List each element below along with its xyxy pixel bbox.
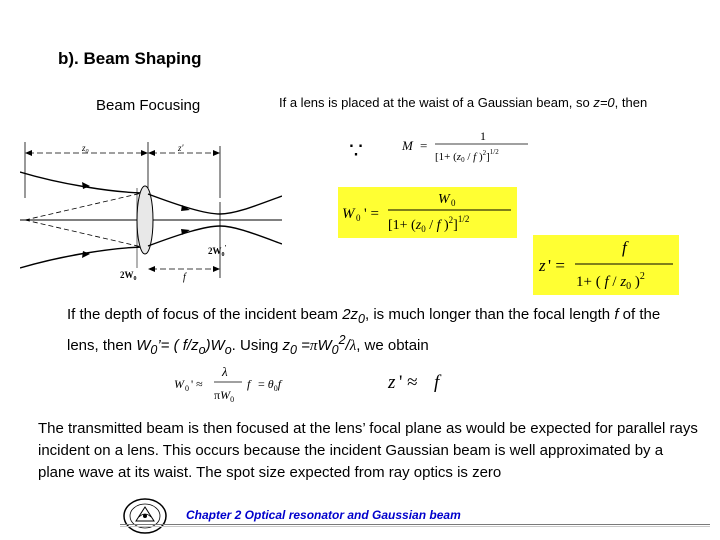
incident-beam-top (20, 172, 142, 193)
zprime-label: z' (178, 143, 184, 153)
equation-w0prime (338, 187, 517, 238)
w0prime-label: $2W_0'$ (208, 244, 227, 258)
z0-arrow-right (141, 150, 148, 156)
transmitted-beam-top (148, 194, 282, 214)
equation-w0prime-box (338, 187, 517, 238)
transmitted-beam-paragraph: The transmitted beam is then focused at the lens’ focal plane as would be expected for parallel rays incident on a lens. This occurs because the incident Gaussian beam is well approximated by a plane wave at its waist. The spot size expected from ray optics is zero (38, 420, 698, 481)
svg-text:πW0: $\pi W_0$ (214, 388, 235, 404)
z0-label: $z_0$ (82, 143, 89, 155)
equation-w0prime-approx (170, 362, 335, 410)
asymptote-top (25, 193, 142, 220)
svg-text:f: f (622, 238, 627, 257)
svg-text:= θ0f: = $\theta_0f$ (258, 377, 282, 393)
intro-lead: If a lens is placed at the waist of a Gaussian beam, so (279, 95, 594, 110)
intro-text (279, 94, 709, 111)
section-title: b). Beam Shaping (58, 49, 202, 68)
incident-beam-bottom (20, 247, 142, 268)
svg-text:[1+ (z0 / f )2]1/2: [1+ (z0 / f )$^2$]$^{1/2}$ (435, 148, 499, 164)
svg-text:0: 0 (451, 198, 456, 208)
svg-text:f: f (434, 372, 440, 393)
intro-tail: , then (614, 95, 648, 110)
svg-text:1: 1 (480, 129, 486, 143)
equation-zprime-approx (386, 366, 456, 396)
f-arrow-left (148, 266, 155, 272)
f-label: f (183, 272, 186, 283)
figure-title: Beam Focusing (96, 97, 201, 114)
asymptote-bottom (25, 220, 142, 247)
svg-text:' =: ' = (364, 206, 379, 222)
svg-text:' ≈: ' ≈ (399, 372, 418, 393)
equation-magnification (400, 127, 545, 165)
svg-text:' ≈: ' ≈ (191, 377, 203, 391)
svg-text:[1+ (z0 / f )2]1/2: [$1+ (z_0 / f$ )$^2$]$^{1/2}$ (388, 214, 470, 234)
footer-divider (120, 524, 710, 525)
svg-text:W: W (174, 377, 184, 391)
svg-text:z: z (388, 372, 396, 393)
z0-arrow-left (25, 150, 32, 156)
w0-label: $2W_0$ (120, 270, 137, 282)
svg-text:λ: λ (222, 364, 228, 379)
svg-text:0: 0 (185, 384, 189, 393)
intro-condition: z=0 (593, 95, 615, 110)
svg-text:1+ ( f / z0 )2: 1+ ( f / $z_0$ )$^2$ (576, 271, 645, 292)
equation-zprime (533, 235, 679, 295)
svg-text:0: 0 (356, 213, 361, 223)
svg-text:z: z (539, 256, 546, 275)
svg-text:W: W (342, 206, 355, 222)
footer-chapter-title: Chapter 2 Optical resonator and Gaussian beam (186, 508, 461, 522)
svg-text:f: f (247, 377, 251, 391)
therefore-symbol: ∵ (349, 138, 363, 163)
svg-text:W: W (438, 192, 450, 207)
university-seal-logo (122, 497, 168, 535)
footer-divider-shadow (120, 526, 710, 527)
equation-zprime-box (533, 235, 679, 295)
svg-text:' =: ' = (548, 256, 565, 275)
zprime-arrow-right (213, 150, 220, 156)
svg-text:M: M (402, 138, 413, 153)
f-arrow-right (213, 266, 220, 272)
zprime-arrow-left (148, 150, 155, 156)
lens (137, 186, 153, 254)
transmitted-beam-bottom (148, 226, 282, 246)
depth-of-focus-paragraph: If the depth of focus of the incident beam $2z_0$, is much longer than the focal length f of the lens, then $W_0’=$ ( $f/z_o)W_o$. Using $z_0 =\pi W_0^2/\lambda$, we obtain (67, 306, 661, 357)
svg-text:=: = (420, 138, 428, 153)
beam-focusing-diagram (20, 128, 282, 284)
